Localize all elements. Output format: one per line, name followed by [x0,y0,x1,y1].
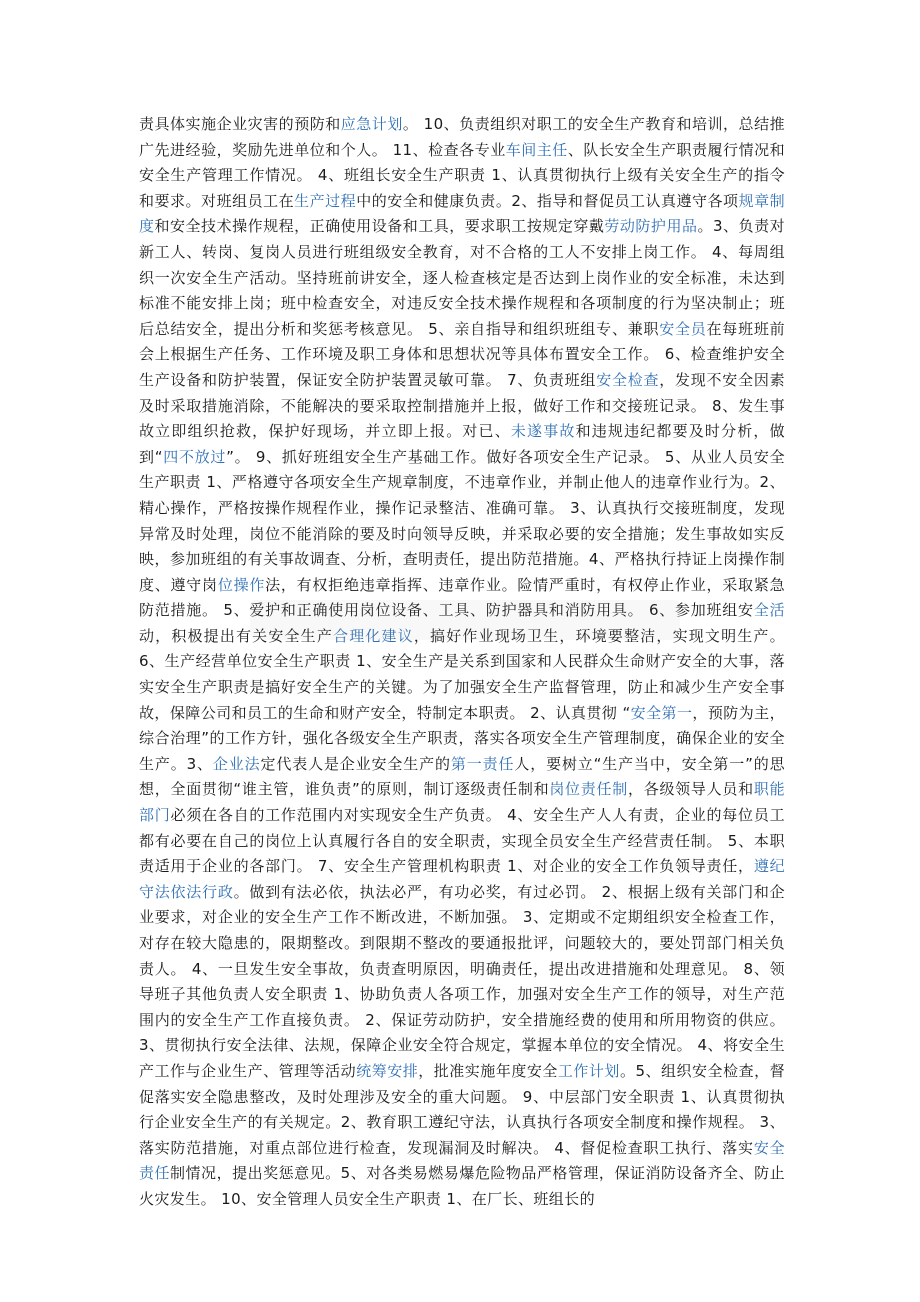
hyperlink[interactable]: 安全员 [659,319,707,338]
hyperlink[interactable]: 安全检查 [596,370,660,389]
body-text: ”。 9、抓好班组安全生产基础工作。做好各项安全生产记录。 5、从业人员安全生产职责 1、严格遵守各项安全生产规章制度，不违章作业，并制止他人的违章作业行为。2、精心操作，严格按操作规程作业，操作记录整洁、准确可靠。 3、认真执行交接班制度，发现异常及时处理，岗位不能消除的要及时向领导反映，并采取必要的安全措施；发生事故如实反映，参加班组的有关事故调查、分析，查明责任，提出防范措施。4、严格执行持证上岗操作制度、遵守岗 [139,447,785,594]
hyperlink[interactable]: 企业法 [212,754,261,773]
body-text: ，搞好作业现场卫生，环境要整洁，实现文明生产。 6、生产经营单位安全生产职责 1、安全生产是关系到国家和人民群众生命财产安全的大事，落实安全生产职责是搞好安全生产的关键。为了加强安全生产监督管理，防止和减少生产安全事故，保障公司和员工的生命和财产安全，特制定本职责。 2、认真贯彻 “ [139,626,785,722]
body-text: 法，有权拒绝违章指挥、违章作业。险情严重时，有权停止作业，采取紧急防范措施。 5、爱护和正确使用岗位设备、工具、防护器具和消防用具。 6、参加班组安 [139,575,785,620]
hyperlink[interactable]: 工作计划 [557,1061,620,1080]
document-body-paragraph [139,112,785,1213]
hyperlink[interactable]: 规章制度 [139,191,786,236]
body-text: 、队长安全生产职责履行情况和安全生产管理工作情况。 4、班组长安全生产职责 1、认真贯彻执行上级有关安全生产的指令和要求。对班组员工在 [139,140,786,210]
hyperlink[interactable]: 安全第一 [630,703,693,722]
hyperlink[interactable]: 车间主任 [505,140,568,159]
body-text: 定代表人是企业安全生产的 [260,754,451,773]
body-text: 。 10、负责组织对职工的安全生产教育和培训，总结推广先进经验，奖励先进单位和个人。 11、检查各专业 [139,115,785,159]
hyperlink[interactable]: 四不放过 [162,447,227,466]
body-text: 在每班班前会上根据生产任务、工作环境及职工身体和思想状况等具体布置安全工作。 6、检查维护安全生产设备和防护装置，保证安全防护装置灵敏可靠。 7、负责班组 [139,319,785,389]
body-text: 。5、组织安全检查，督促落实安全隐患整改，及时处理涉及安全的重大问题。 9、中层部门安全职责 1、认真贯彻执行企业安全生产的有关规定。2、教育职工遵纪守法，认真执行各项安全制度和操作规程。 3、落实防范措施，对重点部位进行检查，发现漏洞及时解决。 4、督促检查职工执行、落实 [139,1061,786,1157]
body-text: 。3、负责对新工人、转岗、复岗人员进行班组级安全教育，对不合格的工人不安排上岗工作。 4、每周组织一次安全生产活动。坚持班前讲安全，逐人检查核定是否达到上岗作业的安全标准，未达到标准不能安排上岗；班中检查安全，对违反安全技术操作规程和各项制度的行为坚决制止；班后总结安全，提出分析和奖惩考核意见。 5、亲自指导和组织班组专、兼职 [139,217,785,338]
hyperlink[interactable]: 岗位责任制 [549,780,628,799]
hyperlink[interactable]: 生产过程 [294,191,357,210]
hyperlink[interactable]: 未遂事故 [510,422,576,441]
hyperlink[interactable]: 统筹安排 [356,1061,419,1080]
document-page [139,112,785,1213]
body-text: 责具体实施企业灾害的预防和 [139,115,341,133]
body-text: ，发现不安全因素及时采取措施消除，不能解决的要采取控制措施并上报，做好工作和交接班记录。 8、发生事故立即组织抢救，保护好现场，并立即上报。对已、 [139,370,785,441]
body-text: 动，积极提出有关安全生产 [139,626,334,645]
body-text: ，各级领导人员和 [627,780,754,799]
hyperlink[interactable]: 劳动防护用品 [604,217,698,236]
body-text: 中的安全和健康负责。2、指导和督促员工认真遵守各项 [356,191,739,210]
hyperlink[interactable]: 遵纪守法依法行政 [139,857,785,901]
body-text: 必须在各自的工作范围内对实现安全生产负责。 4、安全生产人人有责，企业的每位员工都有必要在自己的岗位上认真履行各自的安全职责，实现全员安全生产经营责任制。 5、本职责适用于企业的各部门。 7、安全生产管理机构职责 1、对企业的安全工作负领导责任， [139,806,785,876]
body-text: ，预防为主，综合治理”的工作方针，强化各级安全生产职责，落实各项安全生产管理制度，确保企业的安全生产。3、 [139,703,785,773]
body-text: 和违规违纪都要及时分析，做到“ [139,422,786,466]
body-text: ，批准实施年度安全 [418,1061,558,1080]
hyperlink[interactable]: 应急计划 [340,115,403,133]
hyperlink[interactable]: 第一责任 [450,754,515,773]
body-text: 和安全技术操作规程，正确使用设备和工具，要求职工按规定穿戴 [154,217,605,236]
hyperlink[interactable]: 合理化建议 [333,626,414,645]
hyperlink[interactable]: 位操作 [217,575,266,594]
body-text: 人，要树立“生产当中，安全第一”的思想，全面贯彻“谁主管，谁负责”的原则，制订逐级责任制和 [139,754,785,799]
hyperlink[interactable]: 安全责任 [139,1138,785,1183]
hyperlink[interactable]: 全活 [753,601,785,620]
body-text: 。做到有法必依，执法必严，有功必奖，有过必罚。 2、根据上级有关部门和企业要求，对企业的安全生产工作不断改进，不断加强。 3、定期或不定期组织安全检查工作，对存在较大隐患的，限期整改。到限期不整改的要通报批评，问题较大的，要处罚部门相关负责人。 4、一旦发生安全事故，负责查明原因，明确责任，提出改进措施和处理意见。 8、领导班子其他负责人安全职责 1、协助负责人各项工作，加强对安全生产工作的领导，对生产范围内的安全生产工作直接负责。 2、保证劳动防护，安全措施经费的使用和所用物资的供应。3、贯彻执行安全法律、法规，保障企业安全符合规定，掌握本单位的安全情况。 4、将安全生产工作与企业生产、管理等活动 [139,882,785,1080]
body-text: 制情况，提出奖惩意见。5、对各类易燃易爆危险物品严格管理，保证消防设备齐全、防止火灾发生。 10、安全管理人员安全生产职责 1、在厂长、班组长的 [139,1164,785,1208]
hyperlink[interactable]: 职能部门 [139,780,785,825]
